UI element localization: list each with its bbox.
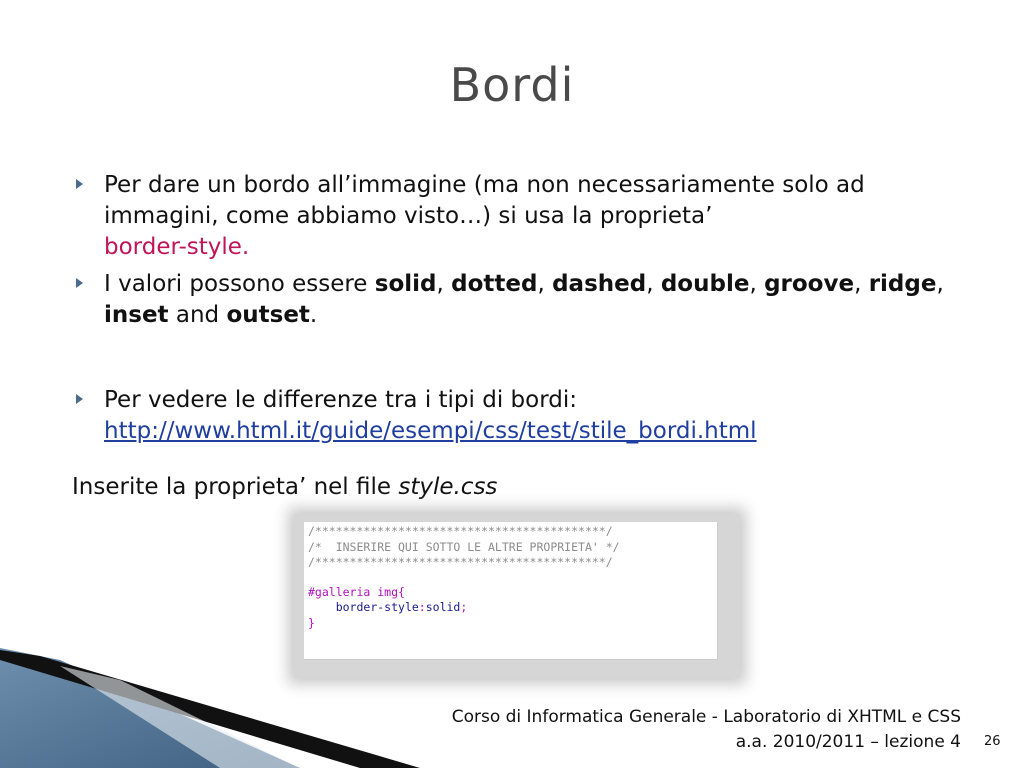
- value-outset: outset: [226, 302, 310, 328]
- instruction-label: Inserite la proprieta’ nel file: [72, 474, 392, 500]
- bullet-text: Per vedere le differenze tra i tipi di bordi:: [104, 387, 577, 413]
- code-semicolon: ;: [460, 600, 468, 614]
- reference-link[interactable]: http://www.html.it/guide/esempi/css/test/stile_bordi.html: [104, 418, 757, 444]
- value-dotted: dotted: [451, 271, 538, 297]
- code-comment: /******************************************/: [308, 524, 613, 538]
- code-declaration: [308, 600, 717, 616]
- property-name: border-style.: [104, 234, 250, 260]
- value-ridge: ridge: [868, 271, 937, 297]
- code-property: border-style: [335, 600, 419, 614]
- slide-title: Bordi: [449, 58, 575, 112]
- value-groove: groove: [764, 271, 855, 297]
- bullet-border-style: [72, 170, 972, 263]
- bullet-text: Per dare un bordo all’immagine (ma non necessariamente solo ad immagini, come abbiamo visto…) si usa la proprieta’: [104, 172, 865, 229]
- code-colon: :: [418, 600, 426, 614]
- code-screenshot: [304, 522, 718, 660]
- code-close-brace: }: [308, 615, 315, 630]
- code-selector: #galleria img{: [308, 584, 405, 599]
- value-solid: solid: [374, 271, 437, 297]
- bullet-link: [72, 385, 972, 447]
- code-value: solid: [425, 600, 461, 614]
- instruction-text: [72, 474, 497, 500]
- bullet-arrow-icon: [76, 179, 83, 189]
- bullet-values: I valori possono essere solid, dotted, dashed, double, groove, ridge, inset and outset.: [72, 269, 972, 331]
- slide-footer: [452, 705, 961, 755]
- code-comment: /******************************************/: [308, 555, 613, 569]
- code-comment: /* INSERIRE QUI SOTTO LE ALTRE PROPRIETA' */: [308, 539, 620, 554]
- footer-course: Corso di Informatica Generale - Laboratorio di XHTML e CSS: [451, 707, 961, 727]
- page-number: 26: [984, 734, 1001, 749]
- bullet-arrow-icon: [76, 394, 83, 404]
- value-double: double: [660, 271, 750, 297]
- and-word: and: [175, 302, 220, 328]
- footer-lesson: a.a. 2010/2011 – lezione 4: [735, 732, 961, 752]
- value-inset: inset: [104, 302, 169, 328]
- bullet-list: [72, 170, 972, 447]
- bullet-arrow-icon: [76, 278, 83, 288]
- value-dashed: dashed: [552, 271, 647, 297]
- instruction-file: style.css: [398, 474, 498, 500]
- values-intro: I valori possono essere: [104, 271, 368, 297]
